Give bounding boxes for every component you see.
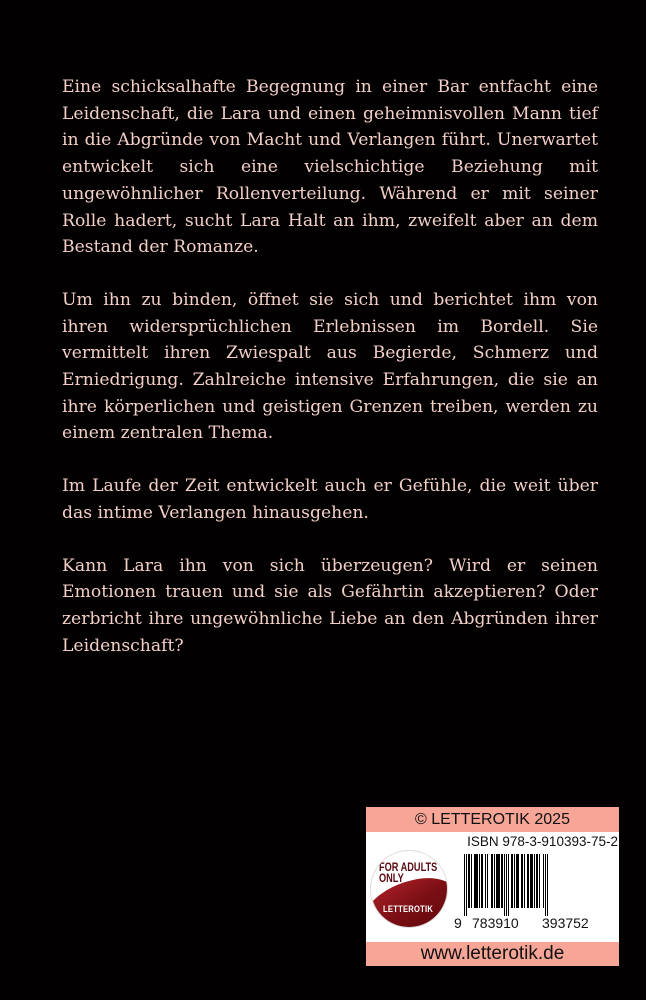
book-blurb <box>62 74 598 685</box>
barcode-icon <box>464 854 614 916</box>
isbn-text: ISBN 978-3-910393-75-2 <box>467 834 618 849</box>
blurb-paragraph: Eine schicksalhafte Begegnung in einer Bar entfacht eine Leidenschaft, die Lara und einen geheimnisvollen Mann tief in die Abgründe von Macht und Verlangen führt. Unerwartet entwickelt sich eine vielschichtige Beziehung mit ungewöhnlicher Rollenverteilung. Während er mit seiner Rolle hadert, sucht Lara Halt an ihm, zweifelt aber an dem Bestand der Romanze. <box>62 77 598 258</box>
badge-brand: LETTEROTIK <box>383 904 434 915</box>
blurb-paragraph: Im Laufe der Zeit entwickelt auch er Gefühle, die weit über das intime Verlangen hinausgehen. <box>62 476 598 523</box>
adults-only-badge-icon <box>370 850 448 928</box>
website-band: www.letterotik.de <box>366 942 619 966</box>
copyright-band: © LETTEROTIK 2025 <box>366 807 619 832</box>
publisher-label: © LETTEROTIK 2025 ISBN 978-3-910393-75-2 FOR ADULTS ONLY LETTEROTIK 9 783910 393752 www.letterotik.de <box>366 807 619 966</box>
badge-text: FOR ADULTS ONLY <box>379 862 438 885</box>
blurb-paragraph: Um ihn zu binden, öffnet sie sich und berichtet ihm von ihren widersprüchlichen Erlebnissen im Bordell. Sie vermittelt ihren Zwiespalt aus Begierde, Schmerz und Erniedrigung. Zahlreiche intensive Erfahrungen, die sie an ihre körperlichen und geistigen Grenzen treiben, werden zu einem zentralen Thema. <box>62 289 598 444</box>
blurb-paragraph: Kann Lara ihn von sich überzeugen? Wird er seinen Emotionen trauen und sie als Gefährtin akzeptieren? Oder zerbricht ihre ungewöhnliche Liebe an den Abgründen ihrer Leidenschaft? <box>62 555 598 656</box>
